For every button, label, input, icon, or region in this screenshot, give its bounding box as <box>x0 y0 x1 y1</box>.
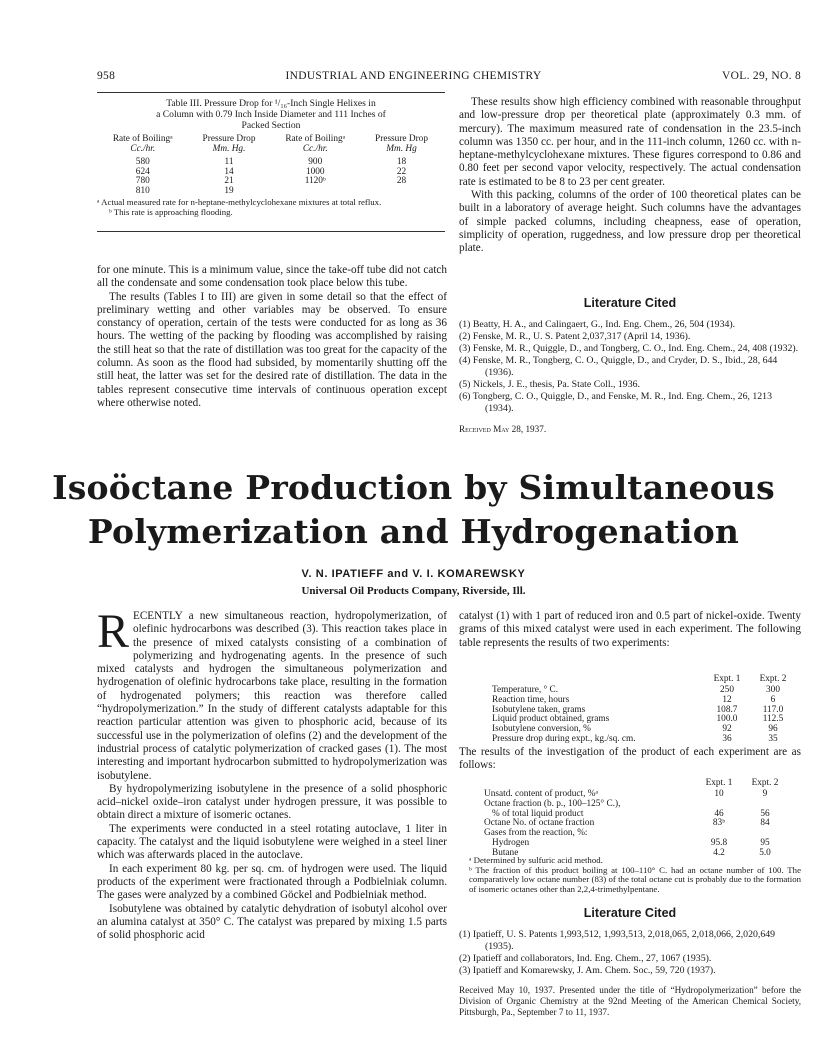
table-row: Octane fraction (b. p., 100–125° C.), <box>484 798 621 809</box>
table-3 <box>97 92 445 232</box>
paragraph: With this packing, columns of the order of 100 theoretical plates can be built in a laboratory of average height. Such columns have the advantages of simple packed columns, including cheapness, ease of operation, simplicity of operation, ruggedness, and low pressure drop per theoretical plate. <box>459 189 801 255</box>
reference-list <box>459 929 801 976</box>
paragraph: In each experiment 80 kg. per sq. cm. of hydrogen were used. The liquid products of the experiment were fractionated through a Podbielniak column. The gases were analyzed by a combined Göckel and Podbielniak method. <box>97 862 447 902</box>
experiment-footnotes <box>459 856 801 894</box>
paragraph: Isobutylene was obtained by catalytic dehydration of isobutyl alcohol over an alumina catalyst at 350° C. The catalyst was prepared by mixing 1.5 parts of solid phosphoric acid <box>97 902 447 942</box>
paragraph: These results show high efficiency combined with reasonable throughput and low-pressure drop per theoretical plate (approximately 0.3 mm. of mercury). The maximum measured rate of condensation in the 23.5-inch column was 1350 cc. per hour, and in the 111-inch column, 1260 cc. with n-heptane-methylcyclohexane mixtures. These figures correspond to 0.86 and 0.80 feet per second vapor velocity, respectively. The actual condensation rate is estimated to be 8 to 23 per cent greater. <box>459 96 801 188</box>
section-heading: Literature Cited <box>583 906 677 920</box>
article-affiliation: Universal Oil Products Company, Riverside, Ill. <box>301 585 526 597</box>
table-unit: Cc./hr. <box>302 144 328 154</box>
table-row: Gases from the reaction, %: <box>484 828 588 839</box>
table-3-title-line1: Table III. Pressure Drop for ¹/₁₆-Inch Single Helixes in <box>166 98 376 109</box>
table-header: Pressure Drop <box>375 134 428 144</box>
table-header: Pressure Drop <box>202 134 256 144</box>
reference: (3) Fenske, M. R., Quiggle, D., and Tongberg, C. O., Ind. Eng. Chem., 24, 408 (1932). <box>459 343 799 355</box>
reference: (2) Fenske, M. R., U. S. Patent 2,037,317 (April 14, 1936). <box>459 331 691 343</box>
drop-cap: R <box>97 605 130 658</box>
table-row: 780 21 1120ᵇ 28 <box>135 176 407 187</box>
volume-info: VOL. 29, NO. 8 <box>722 70 801 82</box>
experiment-table-2 <box>484 778 788 859</box>
paragraph: RECENTLY a new simultaneous reaction, hydropolymerization, of olefinic hydrocarbons was described (3). This reaction takes place in the presence of mixed catalysts consisting of a combination of polymerizing and hydrogenating agents. In the presence of such mixed catalysts and hydrogen the simultaneous polymerization and hydrogenation of olefinic hydrocarbons take place, resulting in the formation of hydrogenated polymers; this reaction was therefore called “hydropolymerization.” In the study of different catalysts adaptable for this reaction particular attention was given to phosphoric acid, because of its successful use in the polymerization of olefins (2) and the development of the industrial process of catalytic polymerization of cracked gases (1). The most interesting and important hydrocarbon submitted to hydropolymerization was isobutylene. <box>97 605 447 782</box>
left-body-text <box>97 605 447 942</box>
table-row: Isobutylene conversion, % 92 96 <box>492 724 778 735</box>
table-unit: Mm. Hg <box>386 144 417 154</box>
footnote-b: ᵇ The fraction of this product boiling at 100–110° C. had an octane number of 100. The comparatively low octane number (83) of the total octane cut is probably due to the formation of isomeric octanes other than 2,2,4-trimethylpentane. <box>469 864 801 894</box>
page-number: 958 <box>97 70 116 82</box>
paragraph: catalyst (1) with 1 part of reduced iron and 0.5 part of nickel-oxide. Twenty grams of this mixed catalyst were used in each experiment. The following table represents the results of two experiments: <box>459 610 801 649</box>
section-heading: Literature Cited <box>583 296 677 310</box>
reference-list <box>459 319 801 414</box>
reference: (4) Fenske, M. R., Tongberg, C. O., Quiggle, D., and Cryder, D. S., Ibid., 28, 644 (1936). <box>459 355 778 378</box>
table-header: Expt. 2 <box>759 674 787 684</box>
paragraph: By hydropolymerizing isobutylene in the presence of a solid phosphoric acid–nickel oxide–iron catalyst under hydrogen pressure, it was possible to obtain direct a mixture of isomeric octanes. <box>97 782 447 822</box>
table-header: Rate of Boilingᵃ <box>112 134 173 144</box>
table-row: Butane 4.2 5.0 <box>492 847 771 858</box>
table-header: Expt. 1 <box>713 674 741 684</box>
table-row: Temperature, ° C. 250 300 <box>492 685 780 695</box>
journal-title: INDUSTRIAL AND ENGINEERING CHEMISTRY <box>285 70 542 82</box>
article-authors: V. N. IPATIEFF and V. I. KOMAREWSKY <box>301 568 526 580</box>
experiment-table-1 <box>492 674 796 745</box>
table-row: 810 19 <box>135 185 234 196</box>
reference: (2) Ipatieff and collaborators, Ind. Eng. Chem., 27, 1067 (1935). <box>459 952 712 964</box>
article-title-line2: Polymerization and Hydrogenation <box>87 512 740 551</box>
table-unit: Cc./hr. <box>130 144 156 154</box>
table-header: Expt. 2 <box>751 778 779 788</box>
paragraph: The results of the investigation of the product of each experiment are as follows: <box>459 746 801 772</box>
reference: (3) Ipatieff and Komarewsky, J. Am. Chem. Soc., 59, 720 (1937). <box>459 964 716 976</box>
literature-cited-1 <box>459 296 801 435</box>
table-top-rule <box>97 92 445 93</box>
table-3-footnote-a: ᵃ Actual measured rate for n-heptane-methylcyclohexane mixtures at total reflux. <box>97 197 382 208</box>
right-top-text <box>459 96 801 256</box>
table-row: Isobutylene taken, grams 108.7 117.0 <box>492 704 784 715</box>
footnote-a: ᵃ Determined by sulfuric acid method. <box>469 855 603 865</box>
table-bottom-rule <box>97 231 445 232</box>
table-row: Liquid product obtained, grams 100.0 112.5 <box>492 714 784 725</box>
received-note: Received May 10, 1937. Presented under the title of “Hydropolymerization” before the Division of Organic Chemistry at the 92nd Meeting of the American Chemical Society, Pittsburgh, Pa., September 7 to 11, 1937. <box>459 985 801 1018</box>
table-row: Hydrogen 95.8 95 <box>492 837 770 848</box>
reference: (5) Nickels, J. E., thesis, Pa. State Coll., 1936. <box>459 378 640 390</box>
table-3-title-line3: Packed Section <box>241 120 301 131</box>
received-date: Received May 28, 1937. <box>459 424 547 435</box>
table-row: Octane No. of octane fraction 83ᵇ 84 <box>484 818 770 829</box>
table-row: Unsatd. content of product, %ᵃ 10 9 <box>484 789 768 799</box>
right-body-text-2 <box>459 746 801 773</box>
paragraph: for one minute. This is a minimum value, since the take-off tube did not catch all the condensate and some condensation took place below this tube. <box>97 264 447 290</box>
table-3-footnote-b: ᵇ This rate is approaching flooding. <box>109 206 233 217</box>
table-row: Reaction time, hours 12 6 <box>492 694 776 705</box>
right-body-text <box>459 610 801 650</box>
table-row: 580 11 900 18 <box>135 157 407 167</box>
table-3-grid <box>97 134 442 196</box>
literature-cited-2 <box>459 906 801 1018</box>
table-row: % of total liquid product 46 56 <box>492 808 770 819</box>
table-unit: Mm. Hg. <box>212 144 246 154</box>
article-title-line1: Isoöctane Production by Simultaneous <box>52 468 775 507</box>
reference: (6) Tongberg, C. O., Quiggle, D., and Fenske, M. R., Ind. Eng. Chem., 26, 1213 (1934). <box>459 391 772 414</box>
table-3-title-line2: a Column with 0.79 Inch Inside Diameter and 111 Inches of <box>156 109 386 120</box>
table-header: Expt. 1 <box>705 778 733 788</box>
table-row: 624 14 1000 22 <box>135 166 407 177</box>
reference: (1) Beatty, H. A., and Calingaert, G., Ind. Eng. Chem., 26, 504 (1934). <box>459 319 736 330</box>
left-top-text <box>97 264 447 410</box>
table-row: Pressure drop during expt., kg./sq. cm. 36 35 <box>492 733 778 744</box>
paragraph: The results (Tables I to III) are given in some detail so that the effect of preliminary wetting and other variables may be observed. To ensure constancy of operation, certain of the tests were conducted for as long as 36 hours. The wetting of the packing by flooding was accomplished by raising the still heat so that the rate of distillation was too great for the capacity of the column. As soon as the flood had subsided, by momentarily shutting off the still heat, the latter was set for the desired rate of distillation. The data in the tables represent consecutive time intervals of continuous operation except where otherwise noted. <box>97 290 447 409</box>
reference: (1) Ipatieff, U. S. Patents 1,993,512, 1,993,513, 2,018,065, 2,018,066, 2,020,649 (1935). <box>459 929 776 952</box>
table-header: Rate of Boilingᵃ <box>285 134 346 144</box>
paragraph: The experiments were conducted in a steel rotating autoclave, 1 liter in capacity. The catalyst and the liquid isobutylene were weighed in a steel liner which was afterwards placed in the autoclave. <box>97 822 447 862</box>
